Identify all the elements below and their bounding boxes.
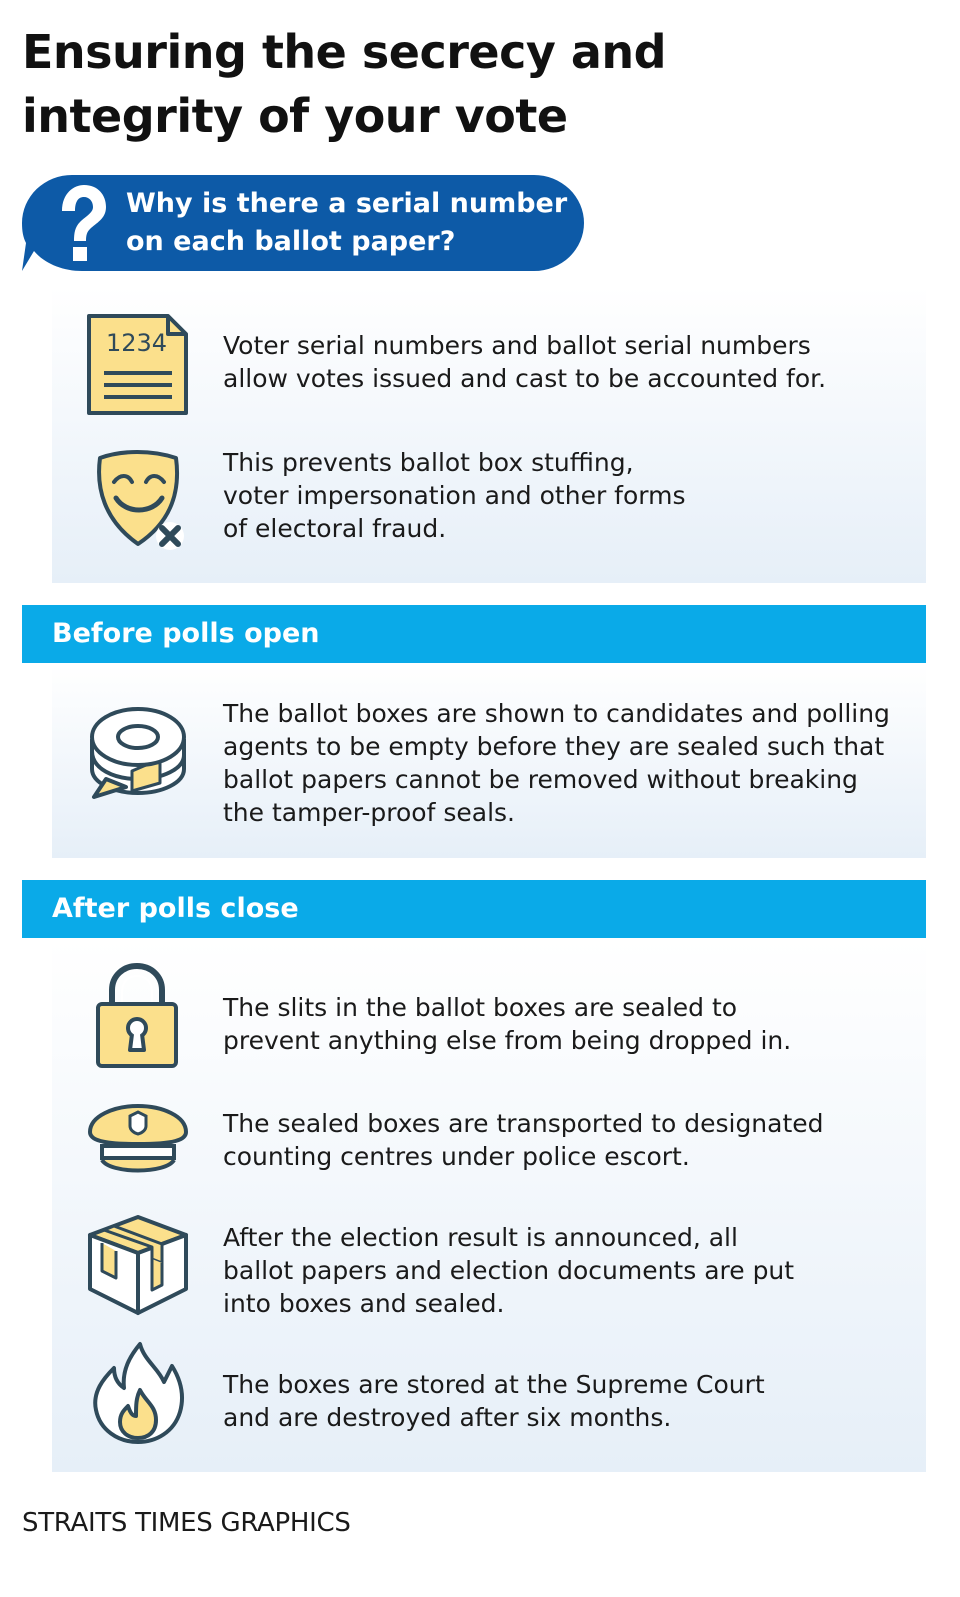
item-line: and are destroyed after six months. <box>223 1403 672 1432</box>
item-line: the tamper-proof seals. <box>223 798 515 827</box>
item-text <box>223 697 903 829</box>
box-icon <box>82 1213 194 1319</box>
section-heading: Before polls open <box>52 618 320 649</box>
item-line: agents to be empty before they are sealed such that <box>223 732 885 761</box>
item-line: The boxes are stored at the Supreme Court <box>223 1370 765 1399</box>
item-text <box>223 446 903 545</box>
item-line: allow votes issued and cast to be accounted for. <box>223 364 827 393</box>
item-line: Voter serial numbers and ballot serial numbers <box>223 331 811 360</box>
item-line: After the election result is announced, all <box>223 1223 738 1252</box>
mask-icon <box>92 448 192 558</box>
item-text <box>223 1107 903 1173</box>
padlock-icon <box>94 962 180 1070</box>
section-header-after-polls <box>22 880 926 938</box>
item-line: counting centres under police escort. <box>223 1142 690 1171</box>
item-text <box>223 991 903 1057</box>
tape-icon <box>86 699 190 803</box>
item-line: The sealed boxes are transported to designated <box>223 1109 824 1138</box>
fire-icon <box>92 1340 186 1446</box>
section-header-before-polls <box>22 605 926 663</box>
question-line-1: Why is there a serial number <box>126 188 568 219</box>
item-line: ballot papers cannot be removed without breaking <box>223 765 858 794</box>
item-line: voter impersonation and other forms <box>223 481 686 510</box>
question-mark-icon <box>52 181 112 271</box>
document-icon <box>86 313 190 417</box>
item-line: The slits in the ballot boxes are sealed to <box>223 993 738 1022</box>
source-credit: STRAITS TIMES GRAPHICS <box>22 1508 351 1538</box>
item-line: This prevents ballot box stuffing, <box>223 448 634 477</box>
section-heading: After polls close <box>52 893 299 924</box>
question-bubble <box>22 175 584 275</box>
item-line: ballot papers and election documents are put <box>223 1256 795 1285</box>
question-line-2: on each ballot paper? <box>126 226 456 257</box>
item-line: prevent anything else from being dropped in. <box>223 1026 792 1055</box>
police-cap-icon <box>84 1102 192 1182</box>
document-icon-number: 1234 <box>106 329 168 357</box>
item-text <box>223 1368 903 1434</box>
item-line: of electoral fraud. <box>223 514 447 543</box>
item-text <box>223 1221 903 1320</box>
item-line: into boxes and sealed. <box>223 1289 505 1318</box>
item-text <box>223 329 903 395</box>
item-line: The ballot boxes are shown to candidates and polling <box>223 699 890 728</box>
title-line-1: Ensuring the secrecy and <box>22 25 667 79</box>
page-title <box>22 20 922 148</box>
title-line-2: integrity of your vote <box>22 89 568 143</box>
